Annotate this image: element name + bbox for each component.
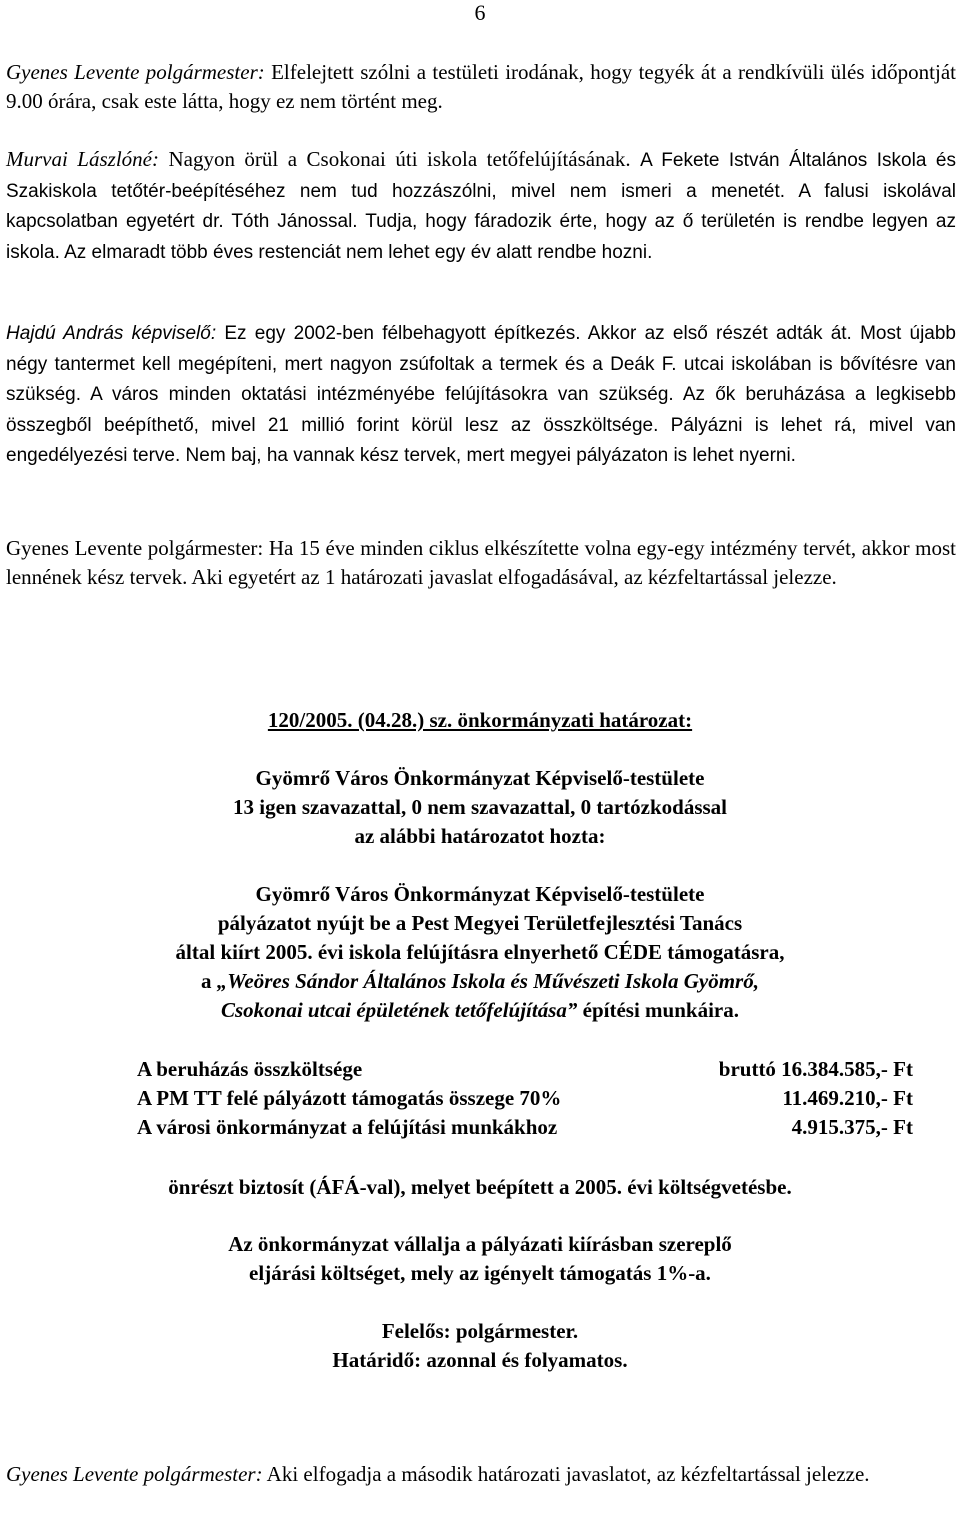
paragraph-text: Aki elfogadja a második határozati javaslatot, az kézfeltartással jelezze.: [262, 1462, 870, 1486]
speaker-name: Hajdú András képviselő:: [6, 323, 217, 344]
paragraph-text: Nagyon örül a Csokonai úti iskola tetőfelújításának.: [158, 147, 641, 171]
decision-prefix: a: [201, 969, 217, 993]
commitment-line: eljárási költséget, mely az igényelt támogatás 1%-a.: [249, 1261, 711, 1285]
vote-line: az alábbi határozatot hozta:: [354, 824, 606, 848]
decision-line: Gyömrő Város Önkormányzat Képviselő-testülete: [255, 882, 705, 906]
paragraph-text: Ez egy 2002-ben félbehagyott építkezés. Akkor az első részét adták át. Most újabb négy tantermet kell megépíteni, mert nagyon zsúfoltak a termek és a Deák F. utcai iskolában is bővítésre van szükség. A város minden oktatási intézményébe felújításokra van szükség. Az ők beruházása a legkisebb összegből beépíthető, mivel 21 millió forint körül lesz az összköltsége. Pályázni is lehet rá, mivel van engedélyezési terve. Nem baj, ha vannak kész tervek, mert megyei pályázaton is lehet nyerni.: [6, 323, 956, 466]
deadline-line: Határidő: azonnal és folyamatos.: [332, 1348, 628, 1372]
paragraph-text: Elfelejtett szólni a testületi irodának, hogy tegyék át a rendkívüli ülés időpontját 9.00 órára, csak este látta, hogy ez nem történt meg.: [6, 60, 957, 113]
vote-line: Gyömrő Város Önkormányzat Képviselő-testülete: [255, 766, 705, 790]
paragraph-text-sans: A Fekete István Általános Iskola és Szakiskola tetőtér-beépítéséhez nem tud hozzászólni, mivel nem ismeri a menetét. A falusi iskolával kapcsolatban egyetért dr. Tóth Jánossal. Tudja, hogy fáradozik érte, hogy az ő területén is rendbe legyen az iskola. Az elmaradt több éves restenciát nem lehet egy év alatt rendbe hozni.: [6, 150, 956, 263]
decision-line: által kiírt 2005. évi iskola felújításra elnyerhető CÉDE támogatásra,: [175, 940, 785, 964]
paragraph-mayor-1: [6, 58, 956, 115]
speaker-name: Murvai Lászlóné:: [6, 147, 159, 171]
cost-label: A PM TT felé pályázott támogatás összege 70%: [137, 1086, 562, 1110]
responsibility-block: [0, 1317, 960, 1375]
decision-line: [0, 996, 960, 1025]
cost-row: [137, 1084, 913, 1113]
resolution-vote-block: [0, 764, 960, 851]
cost-label: A városi önkormányzat a felújítási munkákhoz: [137, 1115, 558, 1139]
paragraph-mayor-2: [6, 534, 956, 591]
speaker-name: Gyenes Levente polgármester:: [6, 1462, 263, 1486]
speaker-name: Gyenes Levente polgármester:: [6, 60, 265, 84]
decision-line: pályázatot nyújt be a Pest Megyei Területfejlesztési Tanács: [217, 911, 743, 935]
paragraph-murvai: [6, 145, 956, 267]
decision-suffix: építési munkáira.: [577, 998, 739, 1022]
paragraph-text: Ha 15 éve minden ciklus elkészítette volna egy-egy intézmény tervét, akkor most lennének kész tervek. Aki egyetért az 1 határozati javaslat elfogadásával, az kézfeltartással jelezze.: [6, 536, 956, 589]
responsible-line: Felelős: polgármester.: [381, 1319, 579, 1343]
cost-amount: 4.915.375,- Ft: [791, 1115, 913, 1139]
cost-amount: bruttó 16.384.585,- Ft: [718, 1057, 913, 1081]
self-share-line: önrészt biztosít (ÁFÁ-val), melyet beépített a 2005. évi költségvetésbe.: [168, 1175, 792, 1199]
resolution-title: 120/2005. (04.28.) sz. önkormányzati határozat:: [267, 708, 693, 732]
resolution-decision-block: [0, 880, 960, 1025]
commitment-block: [0, 1230, 960, 1288]
page-number: 6: [474, 0, 486, 25]
paragraph-mayor-3: [6, 1460, 956, 1489]
decision-line: [0, 967, 960, 996]
speaker-name: Gyenes Levente polgármester:: [6, 536, 264, 560]
commitment-line: Az önkormányzat vállalja a pályázati kiírásban szereplő: [228, 1232, 732, 1256]
cost-row: [137, 1113, 913, 1142]
school-name: „Weöres Sándor Általános Iskola és Művészeti Iskola Gyömrő,: [216, 969, 759, 993]
cost-table: [137, 1055, 913, 1142]
cost-label: A beruházás összköltsége: [137, 1057, 363, 1081]
project-name: Csokonai utcai épületének tetőfelújítása”: [220, 998, 578, 1022]
cost-row: [137, 1055, 913, 1084]
paragraph-hajdu: [6, 318, 956, 471]
vote-line: 13 igen szavazattal, 0 nem szavazattal, 0 tartózkodással: [232, 795, 727, 819]
cost-amount: 11.469.210,- Ft: [782, 1086, 913, 1110]
